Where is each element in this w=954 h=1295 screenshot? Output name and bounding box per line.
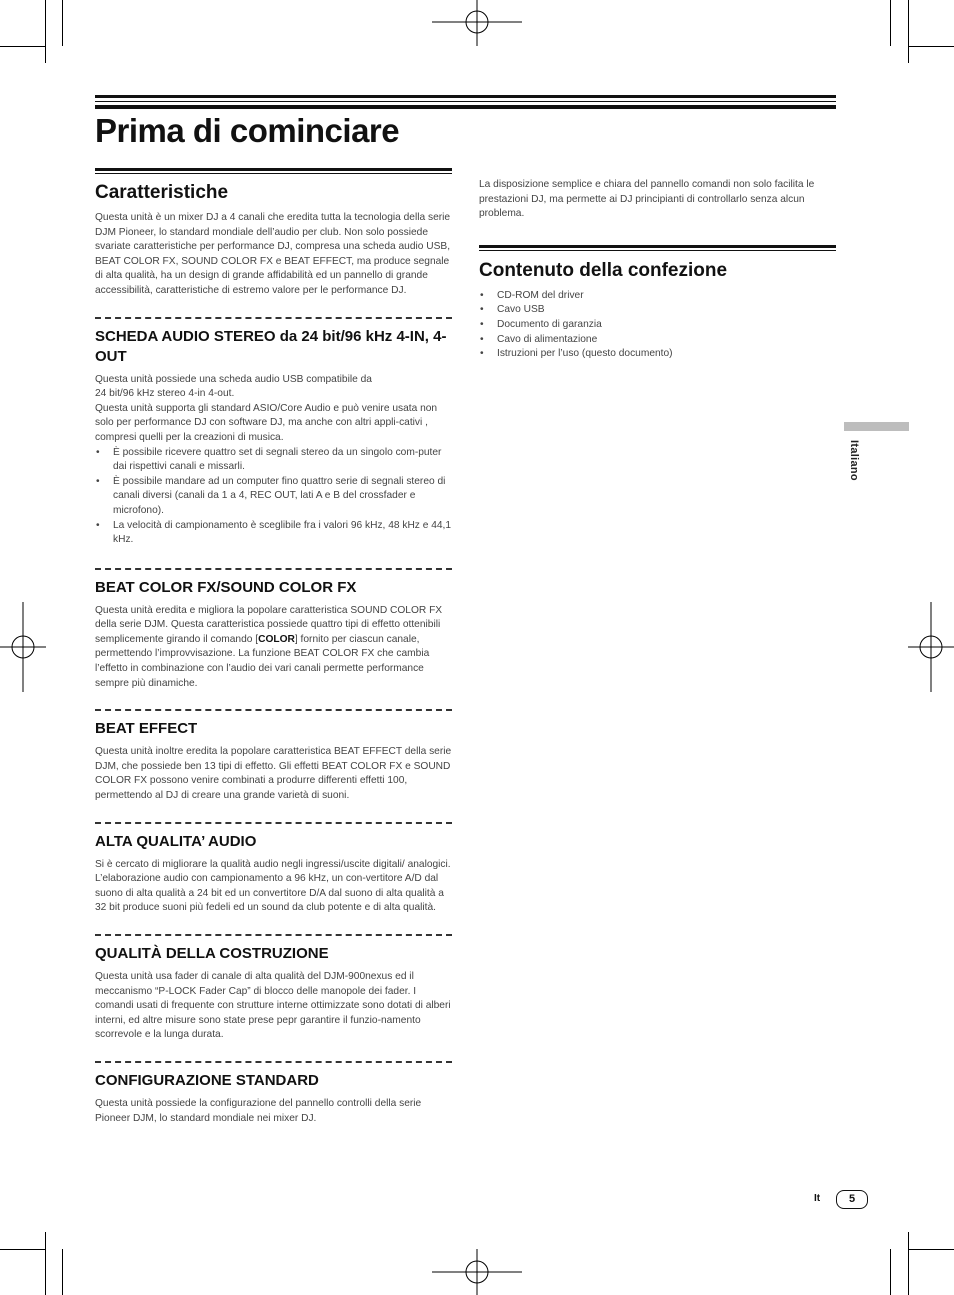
usb-audio-line-2: 24 bit/96 kHz stereo 4-in 4-out. xyxy=(95,388,235,400)
list-item-text: Istruzioni per l’uso (questo documento) xyxy=(497,348,673,360)
list-item-text: CD-ROM del driver xyxy=(497,289,584,301)
section-divider xyxy=(95,709,452,711)
section-rule xyxy=(95,168,452,174)
list-item xyxy=(95,519,452,548)
list-item xyxy=(479,303,836,318)
beat-effect-heading: BEAT EFFECT xyxy=(95,720,198,738)
section-divider xyxy=(95,822,452,824)
package-contents-heading: Contenuto della confezione xyxy=(479,259,728,281)
list-item-text: Cavo USB xyxy=(497,304,545,316)
registration-mark-right xyxy=(908,602,954,692)
language-tab-label: Italiano xyxy=(848,440,860,481)
bullet-icon: • xyxy=(480,348,484,360)
left-column xyxy=(95,168,452,1126)
package-contents-list xyxy=(479,289,836,362)
color-knob-label: COLOR xyxy=(258,633,295,645)
footer-language-code: It xyxy=(814,1193,821,1204)
section-divider xyxy=(95,1061,452,1063)
list-item xyxy=(95,446,452,475)
title-rule xyxy=(95,95,836,109)
list-item-text: È possibile ricevere quattro set di segnali stereo da un singolo com-puter dai rispettivi canali e missarli. xyxy=(113,446,442,473)
right-column xyxy=(479,176,836,362)
bullet-icon: • xyxy=(480,333,484,345)
list-item xyxy=(479,347,836,362)
section-divider xyxy=(95,568,452,570)
list-item-text: Documento di garanzia xyxy=(497,318,602,330)
list-item xyxy=(95,475,452,519)
usb-audio-bullets xyxy=(95,446,452,548)
list-item-text: È possibile mandare ad un computer fino quattro serie di segnali stereo di canali diversi (canali da 1 a 4, REC OUT, lati A e B del crossfader e microfono). xyxy=(113,475,446,516)
registration-mark-left xyxy=(0,602,46,692)
list-item xyxy=(479,318,836,333)
list-item-text: La velocità di campionamento è sceglibile fra i valori 96 kHz, 48 kHz e 44,1 kHz. xyxy=(113,519,452,546)
bullet-icon: • xyxy=(96,475,100,487)
list-item xyxy=(479,333,836,348)
features-body: Questa unità è un mixer DJ a 4 canali che eredita tutta la tecnologia della serie DJM Pioneer, lo standard mondiale dell’audio per club. Non solo possiede svariate caratteristiche per performance DJ, compresa una scheda audio USB, BEAT COLOR FX, SOUND COLOR FX e BEAT EFFECT, ma produce segnale di alta qualità, ha un design di grande affidabilità ed un pannello di grande accessibilità, caratteristiche di estremo valore per le performance DJ. xyxy=(95,212,451,296)
standard-config-body: Questa unità possiede la configurazione del pannello controlli della serie Pioneer DJM, lo standard mondiale nei mixer DJ. xyxy=(95,1097,422,1124)
language-tab-bar xyxy=(844,422,909,431)
page-number: 5 xyxy=(836,1190,868,1209)
page-title: Prima di cominciare xyxy=(95,112,400,149)
color-fx-heading: BEAT COLOR FX/SOUND COLOR FX xyxy=(95,578,357,596)
standard-config-heading: CONFIGURAZIONE STANDARD xyxy=(95,1071,319,1089)
bullet-icon: • xyxy=(480,289,484,301)
list-item-text: Cavo di alimentazione xyxy=(497,333,598,345)
language-tab xyxy=(836,440,876,500)
section-divider xyxy=(95,317,452,319)
usb-audio-heading: SCHEDA AUDIO STEREO da 24 bit/96 kHz 4-IN, 4-OUT xyxy=(95,327,447,365)
audio-quality-heading: ALTA QUALITA’ AUDIO xyxy=(95,832,257,850)
audio-quality-body: Si è cercato di migliorare la qualità audio negli ingressi/uscite digitali/ analogici. L’elaborazione audio con campionamento a 96 kHz, un con-vertitore A/D dal suono di alta qualità a 24 bit ed un convertitore D/A dal suono di alta qualità a 32 bit produce suoni più fedeli ed un sound da club potente e di alta qualità. xyxy=(95,858,451,914)
bullet-icon: • xyxy=(480,304,484,316)
registration-mark-bottom xyxy=(432,1249,522,1295)
section-divider xyxy=(95,934,452,936)
list-item xyxy=(479,289,836,304)
color-fx-body: Questa unità eredita e migliora la popolare caratteristica SOUND COLOR FX della serie DJM. Questa caratteristica possiede quattro tipi di effetto ottenibili semplicemente girando il comando [COLOR] fornito per ciascun canale, permettendo l’improvvisazione. La funzione BEAT COLOR FX che cambia l’effetto in combinazione con l’audio dei vari canali permette performance sempre più dinamiche. xyxy=(95,604,443,689)
bullet-icon: • xyxy=(96,446,100,458)
registration-mark-top xyxy=(432,0,522,46)
beat-effect-body: Questa unità inoltre eredita la popolare caratteristica BEAT EFFECT della serie DJM, che possiede ben 13 tipi di effetto. Gli effetti BEAT COLOR FX e SOUND COLOR FX possono venire combinati a produrre differenti effetti 100, permettendo al DJ di creare una grande varietà di suoni. xyxy=(95,746,452,802)
section-rule xyxy=(479,245,836,251)
build-quality-heading: QUALITÀ DELLA COSTRUZIONE xyxy=(95,945,329,962)
usb-audio-line-1: Questa unità possiede una scheda audio USB compatibile da xyxy=(95,373,372,385)
bullet-icon: • xyxy=(480,318,484,330)
bullet-icon: • xyxy=(96,519,100,531)
features-heading: Caratteristiche xyxy=(95,182,229,203)
layout-intro-body: La disposizione semplice e chiara del pannello comandi non solo facilita le prestazioni DJ, ma permette ai DJ principianti di controllarlo senza alcun problema. xyxy=(479,179,815,220)
build-quality-body: Questa unità usa fader di canale di alta qualità del DJM-900nexus ed il meccanismo “P-LOCK Fader Cap” di blocco delle manopole dei fader. I comandi usati di frequente con strutture interne ottimizzate sono dotati di alberi interni, ed altre misure sono state prese pepr garantire il funzio-namento scorrevole e la lunga durata. xyxy=(95,971,451,1041)
usb-audio-line-3: Questa unità supporta gli standard ASIO/Core Audio e può venire usata non solo per performance DJ con software DJ, ma anche con altri appli-cativi , compresi quelli per la creazioni di musica. xyxy=(95,402,438,443)
